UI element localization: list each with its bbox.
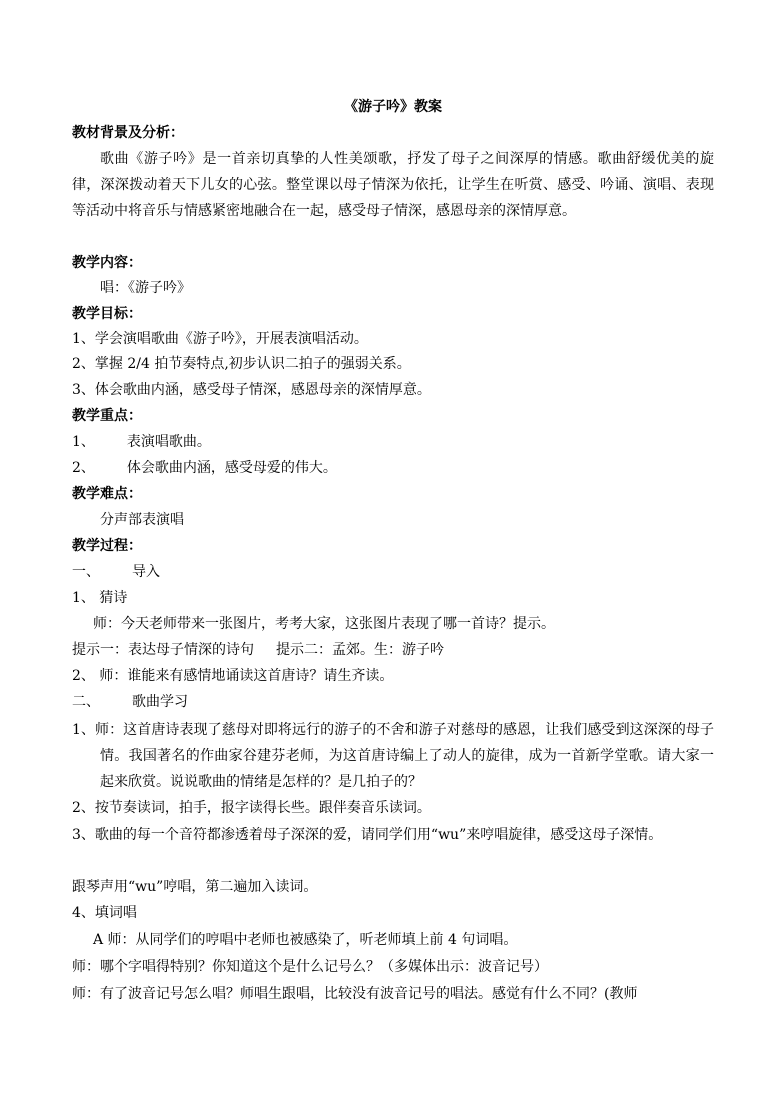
process-line: 师：有了波音记号怎么唱？师唱生跟唱，比较没有波音记号的唱法。感觉有什么不同？(教师 — [72, 986, 638, 1002]
process-line: 师：今天老师带来一张图片，考考大家，这张图片表现了哪一首诗？提示。 — [93, 616, 555, 632]
key-point-number: 1、 — [72, 434, 95, 450]
process-item: 1、 猜诗 — [72, 590, 128, 606]
process-part-1 — [72, 560, 714, 585]
hints-line — [72, 638, 714, 663]
heading-content: 教学内容： — [72, 255, 142, 271]
heading-goals: 教学目标： — [72, 306, 142, 322]
process-item: 3、歌曲的每一个音符都渗透着母子深深的爱，请同学们用“wu”来哼唱旋律，感受这母子深情。 — [72, 827, 663, 843]
heading-background: 教材背景及分析： — [72, 125, 184, 141]
process-line: 跟琴声用“wu”哼唱，第二遍加入读词。 — [72, 879, 318, 895]
heading-difficulty: 教学难点： — [72, 486, 142, 502]
part-number: 二、 — [72, 694, 100, 710]
paragraph-background: 歌曲《游子吟》是一首亲切真挚的人性美颂歌，抒发了母子之间深厚的情感。歌曲舒缓优美的旋律，深深拨动着天下儿女的心弦。整堂课以母子情深为依托，让学生在听赏、感受、吟诵、演唱、表现等活动中将音乐与情感紧密地融合在一起，感受母子情深，感恩母亲的深情厚意。 — [72, 151, 714, 219]
content-line: 唱：《游子吟》 — [100, 280, 191, 296]
process-line: 师：哪个字唱得特别？你知道这个是什么记号么？（多媒体出示：波音记号） — [72, 959, 548, 975]
key-point-1 — [72, 430, 714, 455]
goal-item-2: 2、掌握 2/4 拍节奏特点,初步认识二拍子的强弱关系。 — [72, 356, 411, 372]
key-point-text: 体会歌曲内涵，感受母爱的伟大。 — [126, 460, 337, 476]
key-point-2 — [72, 456, 714, 481]
heading-key-points: 教学重点： — [72, 408, 142, 424]
doc-title: 《游子吟》教案 — [344, 99, 442, 115]
process-item: 4、填词唱 — [72, 905, 137, 921]
hint-2: 提示二：孟郊。生：游子吟 — [276, 642, 444, 658]
part-number: 一、 — [72, 564, 100, 580]
difficulty-line: 分声部表演唱 — [100, 512, 184, 528]
goal-item-3: 3、体会歌曲内涵，感受母子情深，感恩母亲的深情厚意。 — [72, 382, 431, 398]
goal-item-1: 1、学会演唱歌曲《游子吟》，开展表演唱活动。 — [72, 331, 368, 347]
process-item: 1、师：这首唐诗表现了慈母对即将远行的游子的不舍和游子对慈母的感恩，让我们感受到这深深的母子情。我国著名的作曲家谷建芬老师，为这首唐诗编上了动人的旋律，成为一首新学堂歌。请大家一起来欣赏。说说歌曲的情绪是怎样的？是几拍子的？ — [72, 722, 714, 790]
key-point-number: 2、 — [72, 460, 95, 476]
process-item: 2、 师：谁能来有感情地诵读这首唐诗？请生齐读。 — [72, 668, 394, 684]
key-point-text: 表演唱歌曲。 — [126, 434, 211, 450]
part-title: 导入 — [132, 564, 160, 580]
process-item: 2、按节奏读词，拍手，报字读得长些。跟伴奏音乐读词。 — [72, 800, 431, 816]
hint-1: 提示一：表达母子情深的诗句 — [72, 642, 254, 658]
heading-process: 教学过程： — [72, 538, 142, 554]
process-line: A 师：从同学们的哼唱中老师也被感染了，听老师填上前 4 句词唱。 — [93, 932, 518, 948]
process-part-2 — [72, 690, 714, 715]
part-title: 歌曲学习 — [132, 694, 188, 710]
